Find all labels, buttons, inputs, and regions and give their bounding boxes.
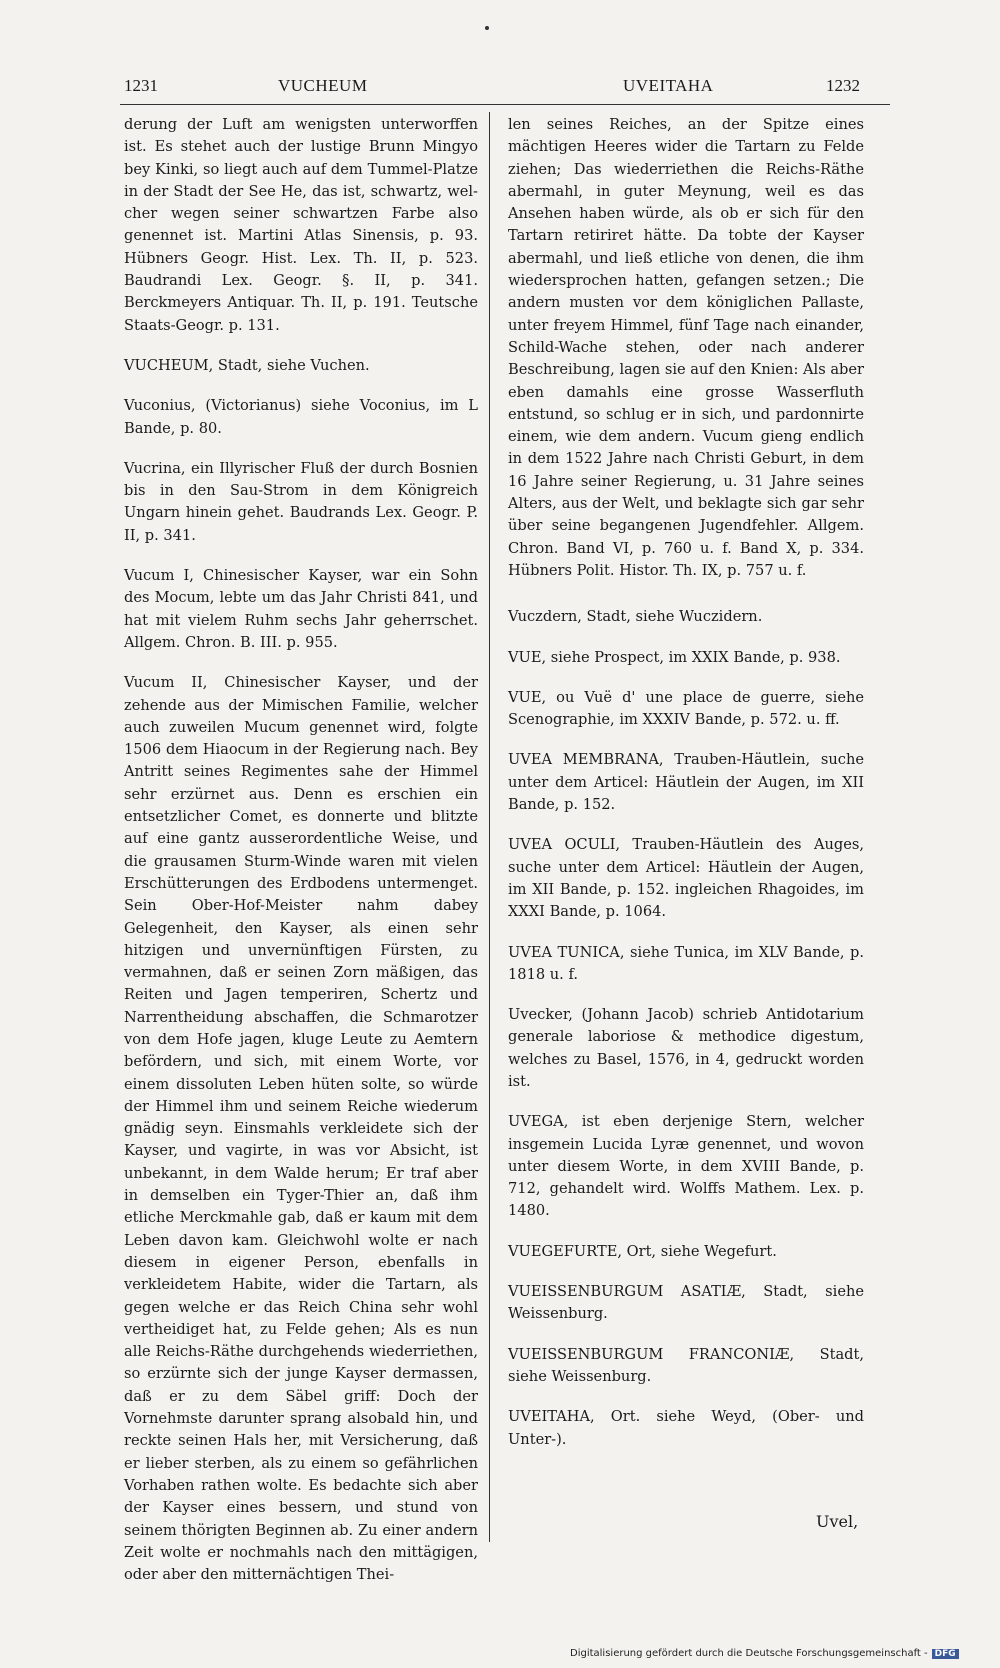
footer-credit <box>570 1648 959 1659</box>
header-keyword-left: VUCHEUM <box>278 76 368 95</box>
entry-vuconius: Vuconius, (Victorianus) siehe Voconius, im L Bande, p. 80. <box>124 397 478 437</box>
entry-uvecker: Uvecker, (Johann Jacob) schrieb Antidotarium generale laboriose & methodice digestum, welches zu Basel, 1576, in 4, gedruckt worden ist. <box>508 1006 864 1090</box>
page-number-right: 1232 <box>826 76 860 95</box>
page-number-left: 1231 <box>124 76 158 95</box>
entry-vue: VUE, siehe Prospect, im XXIX Bande, p. 938. <box>508 648 841 666</box>
entry-uvea-membrana: UVEA MEMBRANA, Trauben-Häutlein, suche unter dem Articel: Häutlein der Augen, im XII Bande, p. 152. <box>508 751 864 814</box>
right-column <box>508 114 864 1461</box>
entry-uvea-oculi: UVEA OCULI, Trauben-Häutlein des Auges, suche unter dem Articel: Häutlein der Augen, im XII Bande, p. 152. ingleichen Rhagoides, im XXXI Bande, p. 1064. <box>508 836 864 921</box>
column-divider <box>489 112 490 1542</box>
entry-vuegefurte: VUEGEFURTE, Ort, siehe Wegefurt. <box>508 1242 777 1260</box>
entry-vucum-continuation: len seines Reiches, an der Spitze eines mächtigen Heeres wider die Tartarn zu Felde ziehen; Das wiederriethen die Reichs-Räthe abermahl, in guter Meynung, weil es das Ansehen haben würde, als ob er sich für den Tartarn retiriret hätte. Da tobte der Kayser abermahl, und ließ etliche von denen, die ihm wiedersprochen hatten, gefangen setzen.; Die andern musten vor dem königlichen Pallaste, unter freyem Himmel, fünf Tage nach einander, Schild-Wache stehen, oder nach anderer Beschreibung, lagen sie auf den Knien: Als aber eben damahls eine grosse Wasserfluth entstund, so schlug er in sich, und pardonnirte einem, wie dem andern. Vucum gieng endlich in dem 1522 Jahre nach Christi Geburt, in dem 16 Jahre seiner Regierung, u. 31 Jahre seines Alters, aus der Welt, und beklagte sich gar sehr über seine begangenen Jugendfehler. Allgem. Chron. Band VI, p. 760 u. f. Band X, p. 334. Hübners Polit. Histor. Th. IX, p. 757 u. f. <box>508 116 864 579</box>
entry-vuczdern: Vuczdern, Stadt, siehe Wuczidern. <box>508 608 763 626</box>
entry-vucrina: Vucrina, ein Illyrischer Fluß der durch Bosnien bis in den Sau-Strom in dem Königreich Ungarn hinein gehet. Baudrands Lex. Geogr. P. II, p. 341. <box>124 459 478 544</box>
catchword: Uvel, <box>816 1512 859 1531</box>
scan-mark <box>485 26 489 30</box>
dfg-logo: DFG <box>932 1649 959 1659</box>
entry-vucum-i: Vucum I, Chinesischer Kayser, war ein Sohn des Mocum, lebte um das Jahr Christi 841, und hat mit vielem Ruhm sechs Jahr geherrschet. Allgem. Chron. B. III. p. 955. <box>124 567 478 651</box>
entry-continuation: derung der Luft am wenigsten unterworffen ist. Es stehet auch der lustige Brunn Mingyo bey Kinki, so liegt auch auf dem Tummel-Platze in der Stadt der See He, das ist, schwartz, wel-cher wegen seiner schwartzen Farbe also genennet ist. Martini Atlas Sinensis, p. 93. Hübners Geogr. Hist. Lex. Th. II, p. 523. Baudrandi Lex. Geogr. §. II, p. 341. Berckmeyers Antiquar. Th. II, p. 191. Teutsche Staats-Geogr. p. 131. <box>124 116 478 334</box>
entry-uveitaha: UVEITAHA, Ort. siehe Weyd, (Ober- und Unter-). <box>508 1408 864 1448</box>
entry-vue-place: VUE, ou Vuë d' une place de guerre, siehe Scenographie, im XXXIV Bande, p. 572. u. ff. <box>508 688 864 729</box>
entry-uvega: UVEGA, ist eben derjenige Stern, welcher insgemein Lucida Lyræ genennet, und wovon unter diesem Worte, in dem XVIII Bande, p. 712, gehandelt wird. Wolffs Mathem. Lex. p. 1480. <box>508 1113 864 1220</box>
header-rule <box>120 104 890 105</box>
left-column <box>124 114 478 1596</box>
entry-vueissenburgum-asatiae: VUEISSENBURGUM ASATIÆ, Stadt, siehe Weissenburg. <box>508 1283 864 1323</box>
header-keyword-right: UVEITAHA <box>623 76 714 95</box>
entry-vucum-ii: Vucum II, Chinesischer Kayser, und der zehende aus der Mimischen Familie, welcher auch zuweilen Mucum genennet wird, folgte 1506 dem Hiaocum in der Regierung nach. Bey Antritt seines Regimentes sahe der Himmel sehr erzürnet aus. Denn es erschien ein entsetzlicher Comet, es donnerte und blitzte auf eine gantz ausserordentliche Weise, und die grausamen Sturm-Winde waren mit vielen Erschütterungen des Erdbodens untermenget. Sein Ober-Hof-Meister nahm dabey Gelegenheit, den Kayser, als einen sehr hitzigen und unvernünftigen Fürsten, zu vermahnen, daß er seinen Zorn mäßigen, das Reiten und Jagen temperiren, Schertz und Narrentheidung abschaffen, die Schmarotzer von dem Hofe jagen, kluge Leute zu Aemtern befördern, und sich, mit einem Worte, vor einem dissoluten Leben hüten solte, so würde der Himmel ihm und seinem Reiche wiederum gnädig seyn. Einsmahls verkleidete sich der Kayser, und vagirte, in was vor Absicht, ist unbekannt, in dem Walde herum; Er traf aber in demselben ein Tyger-Thier an, daß ihm etliche Merckmahle gab, daß er kaum mit dem Leben davon kam. Gleichwohl wolte er nach diesem in eigener Person, ebenfalls in verkleidetem Habite, wider die Tartarn, als gegen welche er das Reich China sehr wohl vertheidiget hat, zu Felde gehen; Als es nun alle Reichs-Räthe durchgehends wiederriethen, so erzürnte sich der junge Kayser dermassen, daß er zu dem Säbel griff: Doch der Vornehmste darunter sprang alsobald hin, und reckte seinen Hals her, mit Versicherung, daß er lieber sterben, als zu einem so gefährlichen Vorhaben rathen wolte. Es bedachte sich aber der Kayser eines bessern, und stund von seinem thörigten Beginnen ab. Zu einer andern Zeit wolte er nochmahls nach den mittägigen, oder aber den mitternächtigen Thei- <box>124 674 478 1584</box>
entry-vueissenburgum-franconiae: VUEISSENBURGUM FRANCONIÆ, Stadt, siehe Weissenburg. <box>508 1345 864 1385</box>
footer-text: Digitalisierung gefördert durch die Deutsche Forschungsgemeinschaft - <box>570 1648 928 1659</box>
entry-vucheum: VUCHEUM, Stadt, siehe Vuchen. <box>124 356 370 374</box>
entry-uvea-tunica: UVEA TUNICA, siehe Tunica, im XLV Bande, p. 1818 u. f. <box>508 943 864 983</box>
page-header <box>0 76 1000 104</box>
